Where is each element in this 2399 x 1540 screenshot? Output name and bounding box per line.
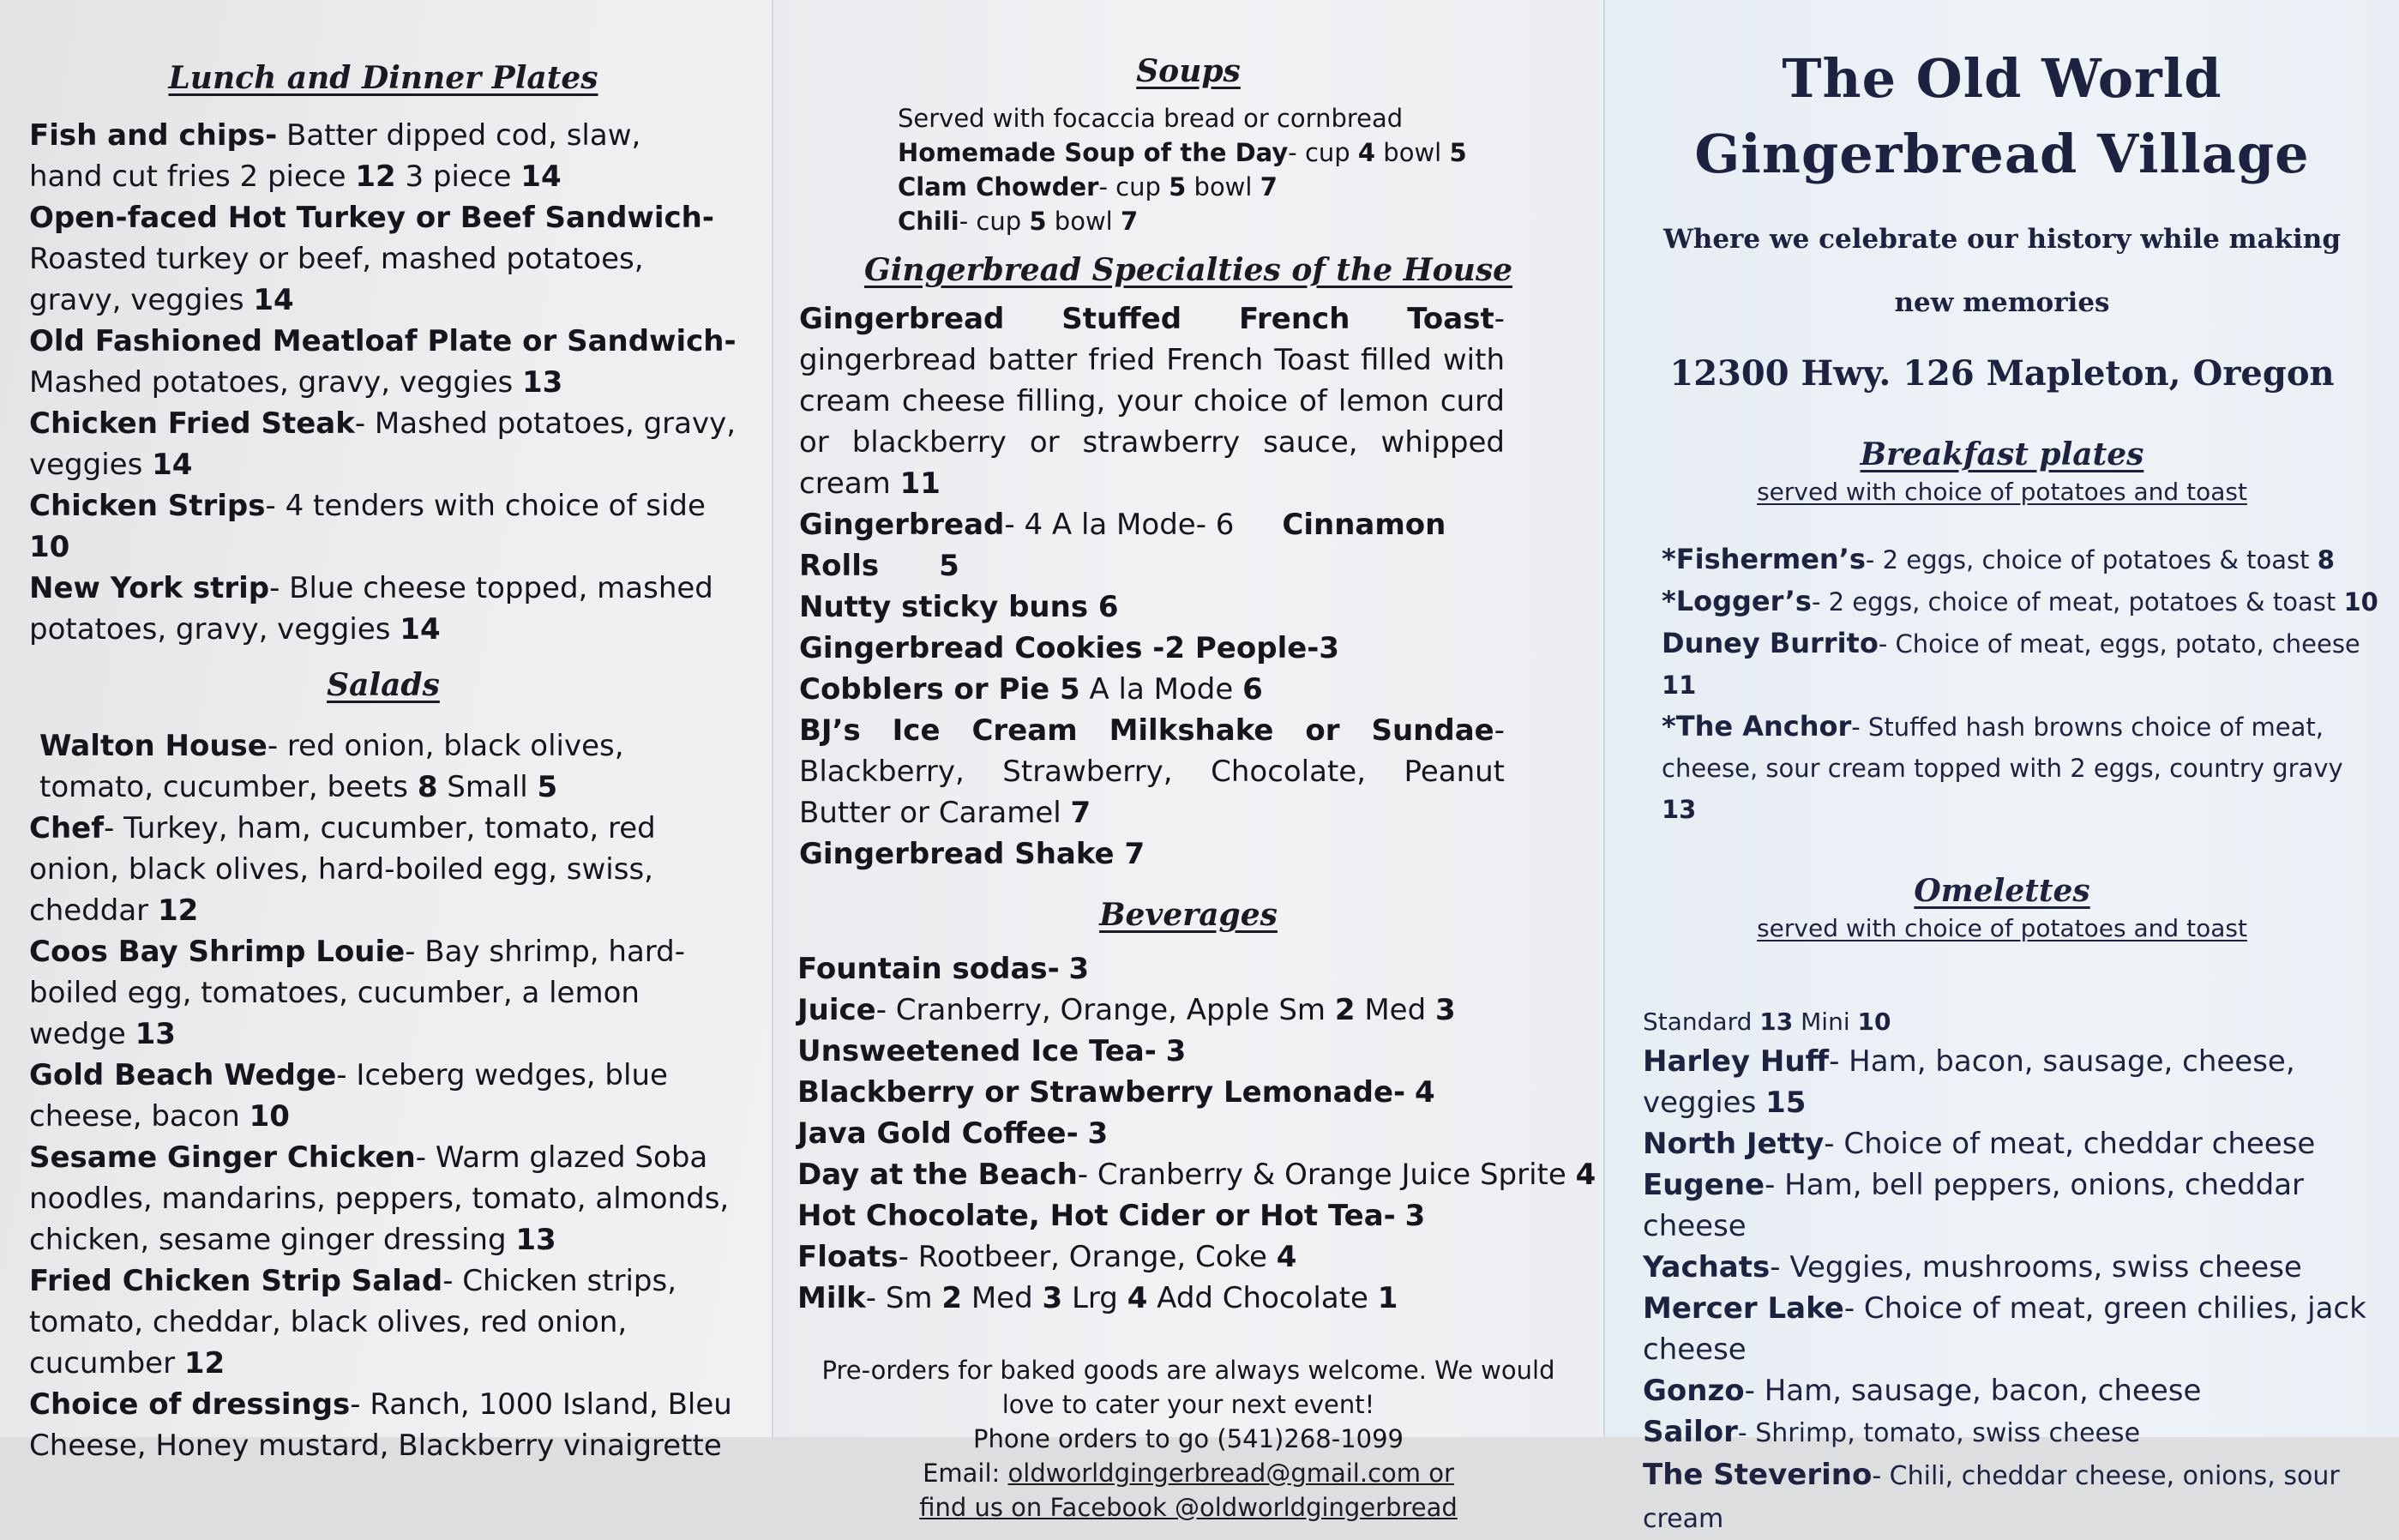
item-name: Chicken Fried Steak xyxy=(29,406,355,441)
item-name: Eugene xyxy=(1643,1168,1765,1202)
item-desc-mid-3: Add Chocolate xyxy=(1147,1281,1378,1315)
item-desc: - Shrimp, tomato, swiss cheese xyxy=(1737,1418,2141,1448)
mini-label: Mini xyxy=(1793,1008,1858,1036)
breakfast-item xyxy=(1662,581,2382,623)
specialties-list xyxy=(773,298,1603,875)
item-price-2: 3 xyxy=(1042,1281,1063,1315)
item-name: Gingerbread Stuffed French Toast xyxy=(799,302,1494,336)
item-desc xyxy=(1405,1075,1415,1110)
item-desc: - cup xyxy=(1288,138,1358,167)
item-name: Harley Huff xyxy=(1643,1044,1830,1079)
tagline: Where we celebrate our history while making new memories xyxy=(1662,224,2342,318)
beverage-item xyxy=(797,1072,1603,1113)
menu-item-stuffed-french-toast xyxy=(799,298,1505,504)
restaurant-title xyxy=(1605,41,2399,192)
item-desc: - gingerbread batter fried French Toast filled with cream cheese filling, your choice of lemon curd or blackberry or strawberry sauce, whipped cream xyxy=(799,302,1505,501)
item-name: Fountain sodas- xyxy=(797,952,1060,986)
item-name: *The Anchor xyxy=(1662,710,1852,743)
footer-email-label: Email: xyxy=(923,1459,1008,1488)
item-desc: Batter dipped cod, slaw, xyxy=(277,118,641,153)
item-price: 13 xyxy=(135,1017,176,1051)
item-price: 12 xyxy=(183,1346,225,1381)
item-name: Blackberry or Strawberry Lemonade- xyxy=(797,1075,1406,1110)
beverage-item xyxy=(797,1278,1603,1319)
menu-item-chef xyxy=(29,808,737,931)
item-desc xyxy=(1157,1034,1166,1068)
soups-list xyxy=(773,101,1603,238)
item-price: 14 xyxy=(152,448,193,482)
item-name: Chicken Strips xyxy=(29,489,266,523)
item-price: 15 xyxy=(1765,1086,1807,1120)
item-price: 4 xyxy=(1414,1075,1435,1110)
item-price: 14 xyxy=(253,283,294,317)
item-desc: - Ranch, 1000 Island, Bleu Cheese, Honey mustard, Blackberry vinaigrette xyxy=(29,1387,732,1463)
item-name: Unsweetened Ice Tea- xyxy=(797,1034,1157,1068)
item-desc: - Cranberry & Orange Juice Sprite xyxy=(1077,1158,1576,1192)
item-desc: - Bay shrimp, hard-boiled egg, tomatoes, cucumber, a lemon wedge xyxy=(29,935,686,1051)
item-name: Gonzo xyxy=(1643,1374,1745,1408)
item-desc-mid: bowl xyxy=(1046,207,1121,236)
item-price: 3 xyxy=(1087,1116,1109,1151)
item-name: Gingerbread xyxy=(799,508,1005,542)
item-desc: - 4 A la Mode- 6 xyxy=(1004,508,1235,542)
item-price: 3 xyxy=(1165,1034,1187,1068)
item-desc: - Rootbeer, Orange, Coke xyxy=(898,1240,1277,1274)
item-name: New York strip xyxy=(29,571,270,605)
item-desc-line2: hand cut fries 2 piece xyxy=(29,159,356,194)
menu-item-meatloaf xyxy=(29,321,737,403)
footer-preorders: Pre-orders for baked goods are always welcome. We would love to cater your next event! xyxy=(821,1356,1555,1419)
menu-item-fish-chips xyxy=(29,115,737,197)
menu-item-chicken-strips xyxy=(29,485,737,568)
item-desc: - Ham, bell peppers, onions, cheddar cheese xyxy=(1643,1168,2305,1243)
item-name: Clam Chowder xyxy=(898,172,1099,202)
specialties-heading: Gingerbread Specialties of the House xyxy=(863,252,1513,288)
item-price: 14 xyxy=(400,612,441,647)
item-price: 5 xyxy=(1029,207,1047,236)
beverage-item xyxy=(797,1031,1603,1072)
item-desc xyxy=(1079,1116,1088,1151)
omelette-item xyxy=(1643,1041,2373,1123)
item-name: Gingerbread Shake 7 xyxy=(799,837,1145,871)
item-desc: A la Mode xyxy=(1079,672,1243,707)
panel-soups-specialties-beverages xyxy=(772,0,1603,1522)
item-name: Milk xyxy=(797,1281,866,1315)
item-name: Chef xyxy=(29,811,105,845)
item-price: 3 xyxy=(1404,1199,1426,1233)
item-price: 7 xyxy=(1070,796,1091,830)
beverage-item xyxy=(797,1236,1603,1278)
item-price: 10 xyxy=(249,1099,290,1134)
menu-item-nutty-sticky-buns xyxy=(799,587,1505,628)
item-price-2: 14 xyxy=(520,159,562,194)
item-desc: - Turkey, ham, cucumber, tomato, red onion, black olives, hard-boiled egg, swiss, cheddar xyxy=(29,811,656,928)
item-desc: - Veggies, mushrooms, swiss cheese xyxy=(1770,1250,2302,1284)
menu-item-fried-chicken-strip-salad xyxy=(29,1260,737,1384)
menu-item-shrimp-louie xyxy=(29,931,737,1055)
item-desc: - Choice of meat, cheddar cheese xyxy=(1824,1127,2316,1161)
omelettes-heading: Omelettes xyxy=(1914,873,2090,909)
item-name: Hot Chocolate, Hot Cider or Hot Tea- xyxy=(797,1199,1396,1233)
item-name: Nutty sticky buns 6 xyxy=(799,590,1119,624)
item-name: Juice xyxy=(797,993,876,1027)
item-name: Gingerbread Cookies -2 People-3 xyxy=(799,631,1340,665)
title-line-1: The Old World xyxy=(1782,47,2222,110)
omelettes-list xyxy=(1605,1041,2399,1540)
item-name: Duney Burrito xyxy=(1662,627,1879,659)
item-name: *Logger’s xyxy=(1662,585,1812,617)
beverage-item xyxy=(797,1154,1603,1195)
soups-heading: Soups xyxy=(1136,53,1241,89)
item-name: Cobblers or Pie 5 xyxy=(799,672,1080,707)
menu-item-gingerbread-shake xyxy=(799,833,1505,875)
item-desc: - Stuffed hash browns choice of meat, cheese, sour cream topped with 2 eggs, country gravy xyxy=(1662,713,2343,783)
item-desc: - Iceberg wedges, blue cheese, bacon xyxy=(29,1058,668,1134)
panel-lunch-salads xyxy=(0,0,772,1463)
item-price-3: 4 xyxy=(1127,1281,1148,1315)
omelette-item xyxy=(1643,1247,2373,1288)
item-desc: - Choice of meat, green chilies, jack cheese xyxy=(1643,1291,2366,1367)
item-name: Mercer Lake xyxy=(1643,1291,1844,1326)
item-desc: - 2 eggs, choice of meat, potatoes & toast xyxy=(1811,587,2344,617)
standard-price: 13 xyxy=(1759,1008,1794,1036)
item-name: Homemade Soup of the Day xyxy=(898,138,1289,167)
omelettes-size-prices xyxy=(1605,1008,2399,1036)
footer-phone: Phone orders to go (541)268-1099 xyxy=(972,1424,1404,1453)
item-name: Fish and chips- xyxy=(29,118,278,153)
item-price: 3 xyxy=(1068,952,1090,986)
footer-email-line xyxy=(808,1456,1569,1490)
item-price-2: 3 xyxy=(1434,993,1456,1027)
item-name: BJ’s Ice Cream Milkshake or Sundae xyxy=(799,713,1494,748)
item-name: The Steverino xyxy=(1643,1458,1873,1492)
item-price-2: 5 xyxy=(1449,138,1467,167)
item-desc: - 2 eggs, choice of potatoes & toast xyxy=(1865,545,2318,574)
item-price-2: 5 xyxy=(939,549,959,583)
beverages-list xyxy=(773,948,1603,1319)
item-name: Old Fashioned Meatloaf Plate or Sandwich- xyxy=(29,324,737,358)
menu-item-cobblers xyxy=(799,669,1505,710)
title-line-2: Gingerbread Village xyxy=(1694,123,2310,185)
omelette-item xyxy=(1643,1288,2373,1370)
item-price: 2 xyxy=(941,1281,963,1315)
address: 12300 Hwy. 126 Mapleton, Oregon xyxy=(1669,353,2335,394)
item-desc: - Sm xyxy=(865,1281,942,1315)
item-price: 4 xyxy=(1357,138,1376,167)
item-desc: - Blackberry, Strawberry, Chocolate, Peanut Butter or Caramel xyxy=(799,713,1505,830)
item-extra: Small xyxy=(437,770,538,804)
item-desc xyxy=(1060,952,1069,986)
item-price: 13 xyxy=(522,365,563,400)
menu-item-dressings xyxy=(29,1384,737,1466)
item-name: Java Gold Coffee- xyxy=(797,1116,1079,1151)
item-desc: - cup xyxy=(1098,172,1169,202)
beverages-heading: Beverages xyxy=(1099,897,1278,933)
salads-heading: Salads xyxy=(327,667,440,703)
item-desc-mid: bowl xyxy=(1186,172,1260,202)
standard-label: Standard xyxy=(1643,1008,1760,1036)
item-price: 5 xyxy=(1169,172,1187,202)
item-name: North Jetty xyxy=(1643,1127,1825,1161)
menu-item-sesame-ginger-chicken xyxy=(29,1137,737,1260)
item-name: *Fishermen’s xyxy=(1662,543,1866,575)
item-desc: - Cranberry, Orange, Apple Sm xyxy=(875,993,1335,1027)
item-price-2: 7 xyxy=(1260,172,1278,202)
item-name: Coos Bay Shrimp Louie xyxy=(29,935,406,969)
mini-price: 10 xyxy=(1857,1008,1891,1036)
panel-title-breakfast-omelettes xyxy=(1603,0,2399,1534)
item-desc: - Mashed potatoes, gravy, veggies xyxy=(29,406,737,482)
item-name: Yachats xyxy=(1643,1250,1771,1284)
item-price-4: 1 xyxy=(1377,1281,1398,1315)
item-desc-mid: Med xyxy=(1355,993,1435,1027)
item-name: Sesame Ginger Chicken xyxy=(29,1140,416,1175)
item-price: 6 xyxy=(1242,672,1263,707)
item-name: Sailor xyxy=(1643,1415,1738,1449)
item-name: Day at the Beach xyxy=(797,1158,1078,1192)
menu-item-milkshake xyxy=(799,710,1505,833)
omelette-item xyxy=(1643,1164,2373,1247)
item-desc-mid: bowl xyxy=(1375,138,1450,167)
beverage-item xyxy=(797,1113,1603,1154)
omelette-item xyxy=(1643,1411,2373,1454)
menu-item-hot-turkey xyxy=(29,197,737,321)
item-desc: - Ham, sausage, bacon, cheese xyxy=(1744,1374,2202,1408)
item-price: 10 xyxy=(2343,587,2378,617)
menu-item-chicken-fried-steak xyxy=(29,403,737,485)
item-name: Open-faced Hot Turkey or Beef Sandwich- xyxy=(29,201,714,235)
beverage-item xyxy=(797,1195,1603,1236)
item-price: 4 xyxy=(1276,1240,1297,1274)
item-desc: - Chili, cheddar cheese, onions, sour cream xyxy=(1643,1461,2340,1534)
item-desc: - cup xyxy=(959,207,1030,236)
menu-item-gold-beach-wedge xyxy=(29,1055,737,1137)
beverage-item xyxy=(797,990,1603,1031)
item-desc: - Chicken strips, tomato, cheddar, black olives, red onion, cucumber xyxy=(29,1264,677,1381)
breakfast-item xyxy=(1662,538,2382,581)
breakfast-heading: Breakfast plates xyxy=(1860,436,2144,472)
lunch-dinner-heading: Lunch and Dinner Plates xyxy=(168,60,598,96)
menu-item-gingerbread xyxy=(799,504,1505,587)
item-desc: - Choice of meat, eggs, potato, cheese xyxy=(1878,629,2360,659)
item-desc: Roasted turkey or beef, mashed potatoes, gravy, veggies xyxy=(29,242,644,317)
item-name-2: Cinnamon Rolls xyxy=(799,508,1446,583)
item-price: 12 xyxy=(157,893,199,928)
omelettes-subheading: served with choice of potatoes and toast xyxy=(1757,914,2247,942)
item-name: Choice of dressings xyxy=(29,1387,351,1422)
item-price: 2 xyxy=(1334,993,1356,1027)
item-desc: - Blue cheese topped, mashed potatoes, gravy, veggies xyxy=(29,571,713,647)
soups-lead: Served with focaccia bread or cornbread xyxy=(898,104,1404,133)
soup-item xyxy=(898,170,1603,204)
item-name: Floats xyxy=(797,1240,899,1274)
item-desc: - red onion, black olives, tomato, cucumber, beets xyxy=(39,729,624,804)
menu-item-walton-house xyxy=(29,725,737,808)
item-desc: Mashed potatoes, gravy, veggies xyxy=(29,365,523,400)
breakfast-item xyxy=(1662,623,2382,706)
omelette-item xyxy=(1643,1123,2373,1164)
item-desc: - Warm glazed Soba noodles, mandarins, peppers, tomato, almonds, chicken, sesame ginger dressing xyxy=(29,1140,730,1257)
menu-item-new-york-strip xyxy=(29,568,737,650)
footer-facebook-line xyxy=(808,1490,1569,1525)
soup-item xyxy=(898,135,1603,170)
item-price-2: 5 xyxy=(537,770,558,804)
item-name: Gold Beach Wedge xyxy=(29,1058,337,1092)
item-desc: - 4 tenders with choice of side xyxy=(265,489,706,523)
item-price: 4 xyxy=(1575,1158,1596,1192)
beverage-item xyxy=(797,948,1603,990)
item-price: 13 xyxy=(1662,795,1697,824)
facebook-link[interactable]: find us on Facebook @oldworldgingerbread xyxy=(919,1493,1458,1522)
item-desc xyxy=(1396,1199,1405,1233)
breakfast-item xyxy=(1662,706,2382,830)
item-name: Walton House xyxy=(39,729,268,763)
item-price: 8 xyxy=(2317,545,2335,574)
omelette-item xyxy=(1643,1370,2373,1411)
footer-contact xyxy=(773,1353,1603,1525)
item-price: 11 xyxy=(1662,671,1697,700)
item-desc-mid: 3 piece xyxy=(395,159,521,194)
breakfast-subheading: served with choice of potatoes and toast xyxy=(1757,478,2247,506)
menu-item-gingerbread-cookies xyxy=(799,628,1505,669)
item-desc: - Ham, bacon, sausage, cheese, veggies xyxy=(1643,1044,2295,1120)
omelette-item xyxy=(1643,1454,2373,1540)
item-desc-mid: Med xyxy=(962,1281,1043,1315)
item-price: 8 xyxy=(417,770,438,804)
item-name: Chili xyxy=(898,207,959,236)
email-link[interactable]: oldworldgingerbread@gmail.com or xyxy=(1007,1459,1454,1488)
breakfast-list xyxy=(1605,538,2399,830)
soup-item xyxy=(898,204,1603,238)
item-price: 12 xyxy=(355,159,396,194)
item-price: 11 xyxy=(899,466,941,501)
item-price: 13 xyxy=(515,1223,556,1257)
item-price-2: 7 xyxy=(1120,207,1139,236)
item-price: 10 xyxy=(29,530,70,564)
item-desc-mid-2: Lrg xyxy=(1062,1281,1127,1315)
item-name: Fried Chicken Strip Salad xyxy=(29,1264,443,1298)
